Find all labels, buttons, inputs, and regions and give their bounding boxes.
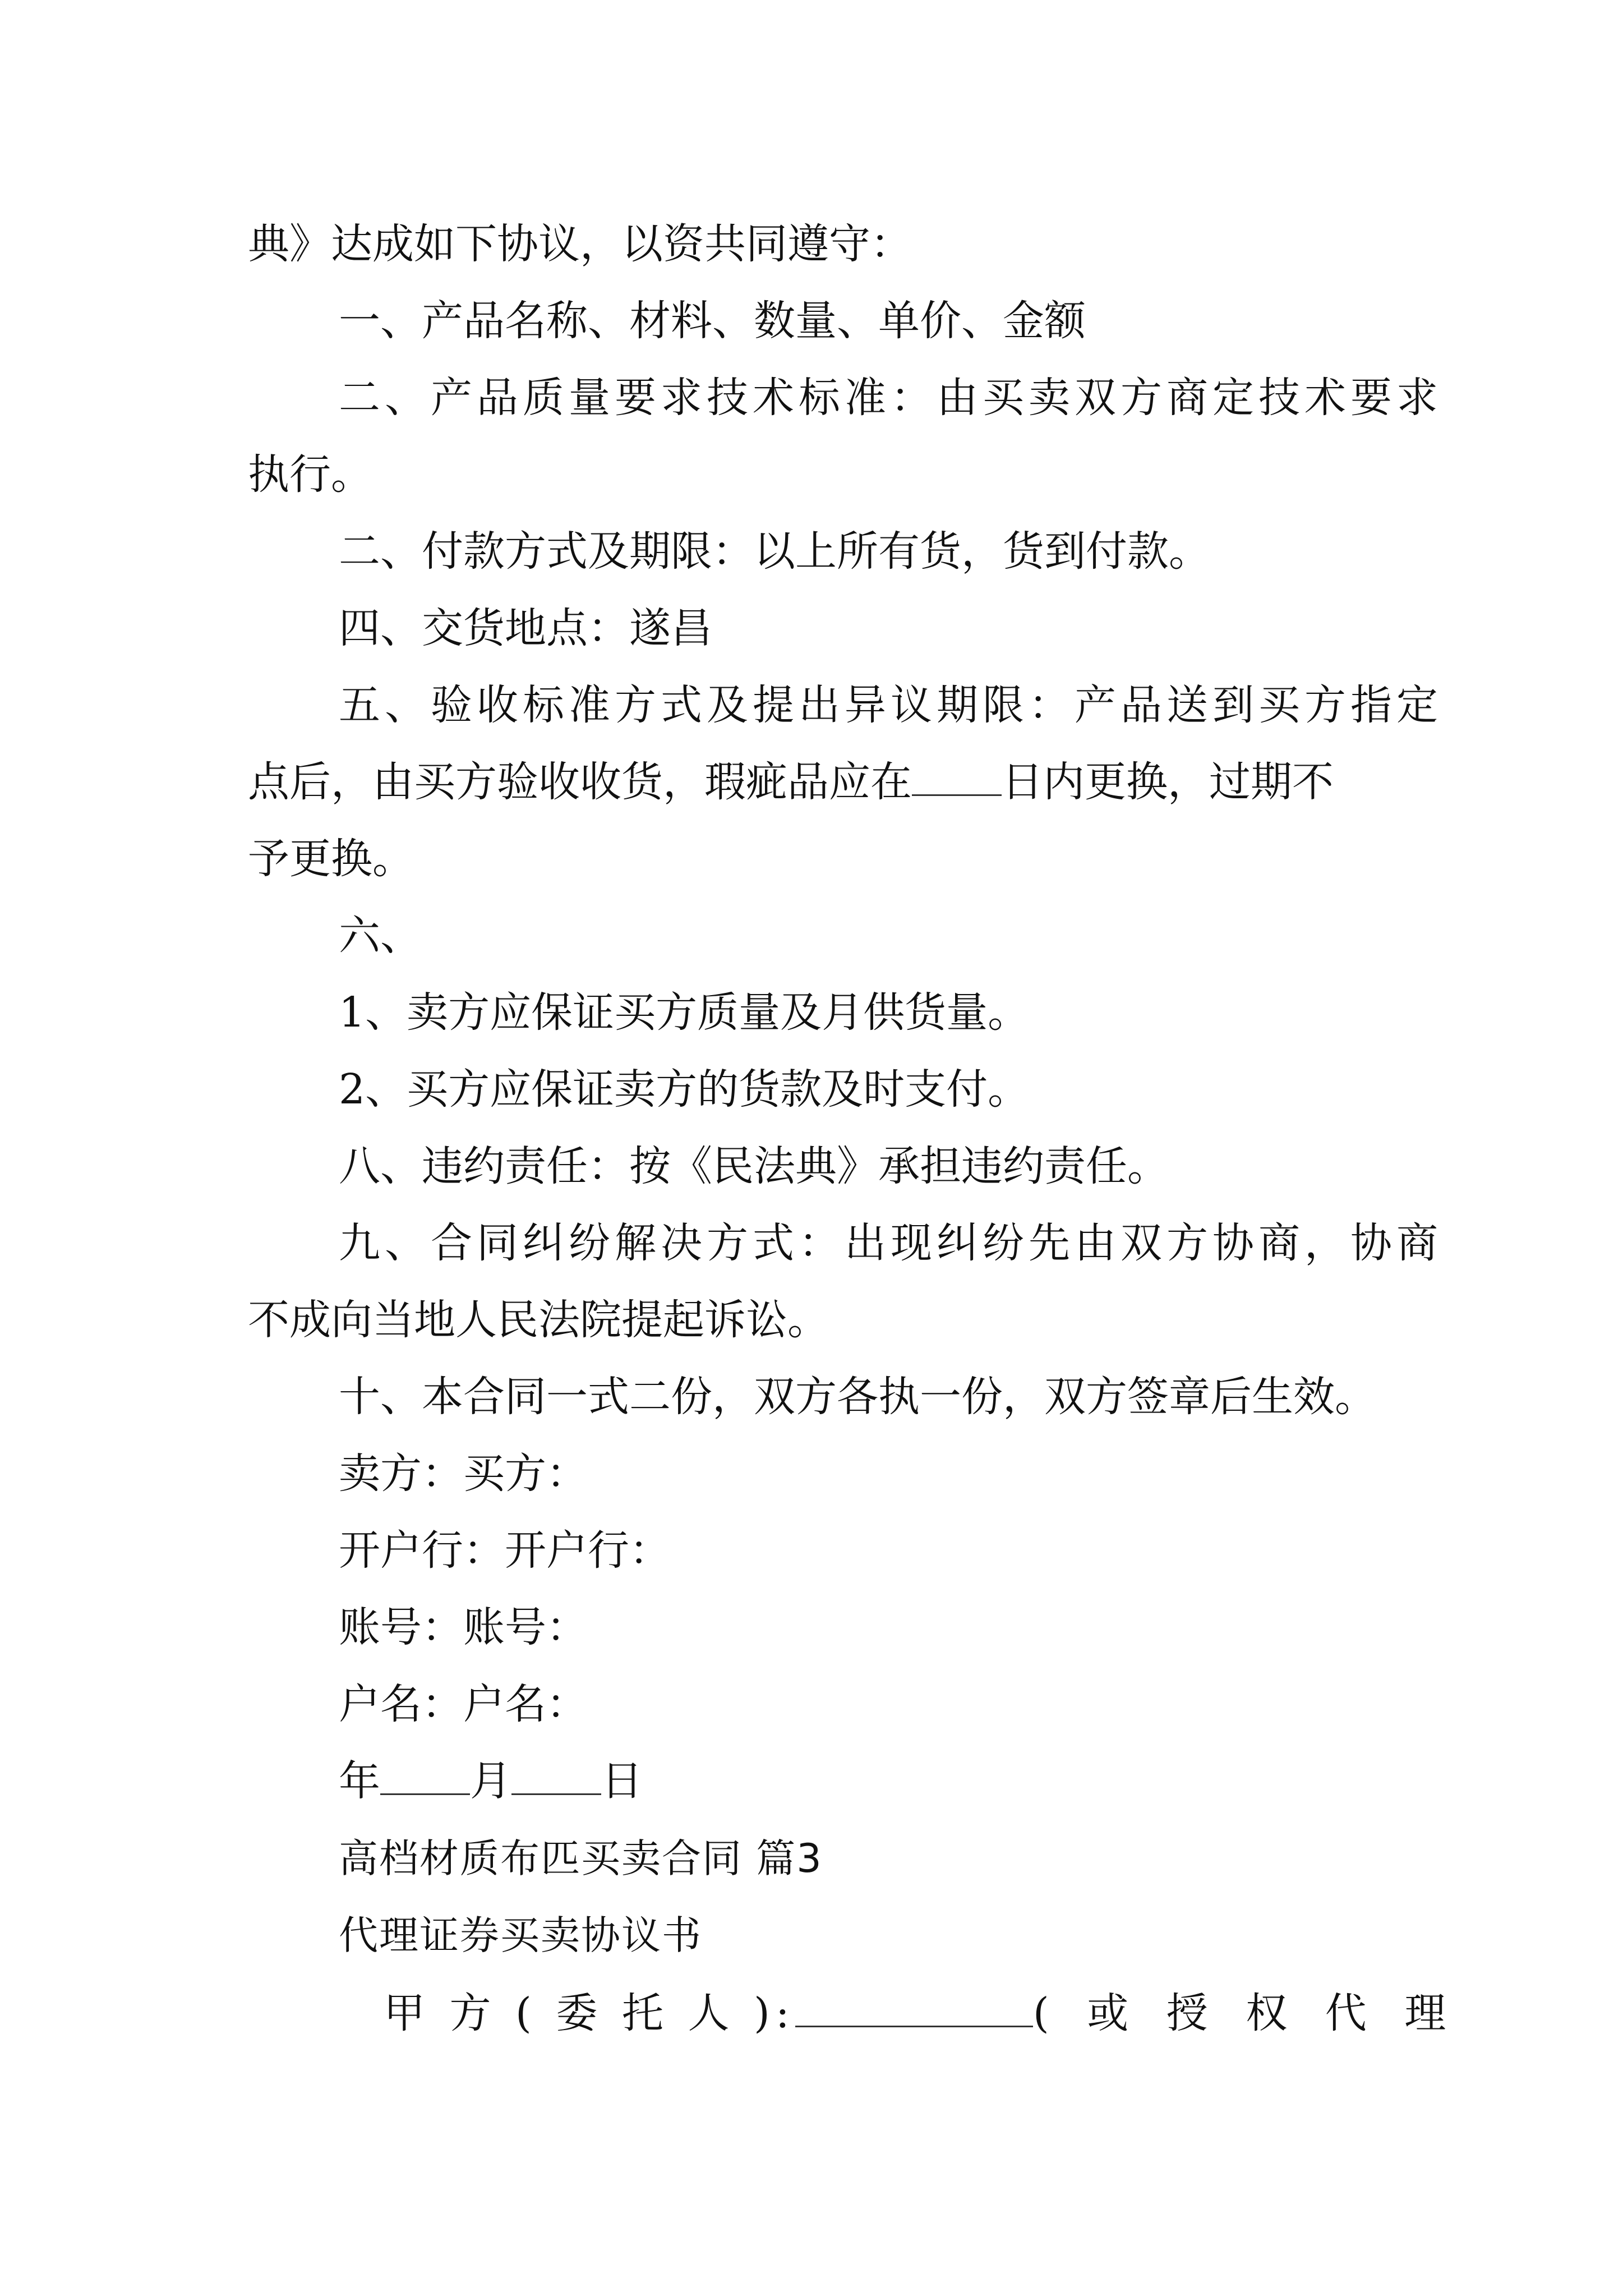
text-segment: 四、交货地点：遂昌 bbox=[339, 604, 712, 652]
text-segment: 代理证券买卖协议书 bbox=[339, 1912, 702, 1958]
list-item bbox=[339, 988, 1472, 1037]
text-segment: 六、 bbox=[339, 912, 422, 960]
section-heading-8 bbox=[339, 1142, 1472, 1190]
text-segment: 典》达成如下协议，以资共同遵守： bbox=[248, 220, 912, 268]
party-a-line bbox=[384, 1989, 1459, 2037]
signature-account-labels bbox=[339, 1603, 1472, 1651]
text-segment: 五、验收标准方式及提出异议期限：产品送到买方指定 bbox=[339, 681, 1442, 729]
section-heading-6 bbox=[339, 912, 1472, 960]
paragraph-line bbox=[248, 835, 1381, 883]
text-segment: 高档材质布匹买卖合同 篇3 bbox=[339, 1835, 823, 1881]
signature-party-labels bbox=[339, 1450, 1472, 1498]
text-segment: 执行。 bbox=[248, 450, 372, 499]
section-heading-1 bbox=[339, 297, 1472, 345]
text-segment: 开户行：开户行： bbox=[339, 1526, 671, 1575]
text-segment: 甲 方 ( 委 托 人 ): bbox=[384, 1989, 795, 2037]
fill-in-blank bbox=[511, 1790, 601, 1795]
signature-account-name-labels bbox=[339, 1680, 1472, 1728]
agreement-title bbox=[339, 1912, 1472, 1958]
section-heading-4 bbox=[339, 604, 1472, 652]
section-heading-10 bbox=[339, 1373, 1472, 1421]
text-segment: 账号：账号： bbox=[339, 1603, 588, 1651]
text-segment: 八、违约责任：按《民法典》承担违约责任。 bbox=[339, 1142, 1169, 1190]
section-heading-9 bbox=[339, 1219, 1472, 1267]
fill-in-blank bbox=[795, 2022, 1033, 2027]
text-segment: 不成向当地人民法院提起诉讼。 bbox=[248, 1296, 829, 1344]
paragraph-line bbox=[248, 758, 1381, 806]
text-segment: 日内更换，过期不 bbox=[1002, 758, 1334, 806]
text-segment: 九、合同纠纷解决方式：出现纠纷先由双方协商，协商 bbox=[339, 1219, 1442, 1267]
text-segment: 1、卖方应保证买方质量及月供货量。 bbox=[339, 988, 1030, 1037]
text-segment: 点后，由买方验收收货，瑕疵品应在 bbox=[248, 758, 912, 806]
text-segment: 户名：户名： bbox=[339, 1680, 588, 1728]
date-month-label: 月 bbox=[470, 1757, 511, 1805]
text-segment: 二、产品质量要求技术标准：由买卖双方商定技术要求 bbox=[339, 374, 1442, 422]
text-segment: 二、付款方式及期限：以上所有货，货到付款。 bbox=[339, 527, 1210, 576]
text-segment: 2、买方应保证卖方的货款及时支付。 bbox=[339, 1065, 1030, 1114]
signature-bank-labels bbox=[339, 1526, 1472, 1575]
text-segment: ( 或 授 权 代 理 bbox=[1032, 1989, 1459, 2037]
paragraph-line bbox=[248, 1296, 1381, 1344]
date-line bbox=[339, 1757, 1472, 1805]
text-segment: 十、本合同一式二份，双方各执一份，双方签章后生效。 bbox=[339, 1373, 1376, 1421]
text-segment: 卖方：买方： bbox=[339, 1450, 588, 1498]
text-segment: 一、产品名称、材料、数量、单价、金额 bbox=[339, 297, 1086, 345]
text-segment: 予更换。 bbox=[248, 835, 414, 883]
section-heading-3 bbox=[339, 527, 1472, 576]
paragraph-line bbox=[248, 220, 1381, 268]
article-title bbox=[339, 1835, 1472, 1881]
date-day-label: 日 bbox=[601, 1757, 643, 1805]
list-item bbox=[339, 1065, 1472, 1114]
fill-in-blank bbox=[912, 791, 1002, 796]
date-year-label: 年 bbox=[339, 1757, 380, 1805]
fill-in-blank bbox=[380, 1790, 470, 1795]
section-heading-2 bbox=[339, 374, 1442, 422]
section-heading-5 bbox=[339, 681, 1472, 729]
paragraph-line bbox=[248, 450, 1381, 499]
